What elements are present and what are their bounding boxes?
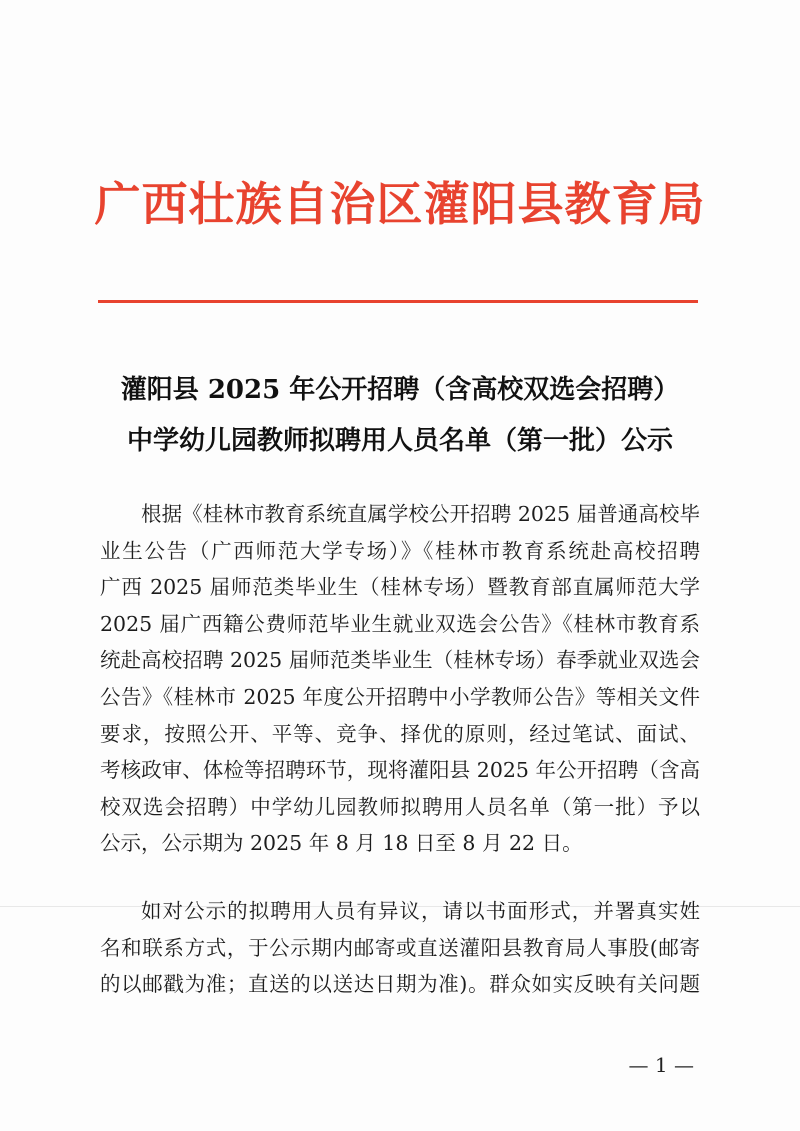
paragraph-line: 业生公告（广西师范大学专场）》《桂林市教育系统赴高校招聘 <box>100 538 700 563</box>
document-title-line-2: 中学幼儿园教师拟聘用人员名单（第一批）公示 <box>126 426 673 456</box>
page-number: — 1 — <box>628 1053 694 1077</box>
paragraph-line: 考核政审、体检等招聘环节，现将灌阳县 2025 年公开招聘（含高 <box>100 758 700 783</box>
header-red-rule <box>98 300 698 303</box>
paragraph-line: 公示，公示期为 2025 年 8 月 18 日至 8 月 22 日。 <box>100 831 583 856</box>
paragraph-line: 名和联系方式，于公示期内邮寄或直送灌阳县教育局人事股(邮寄 <box>100 935 700 960</box>
paragraph-line: 公告》《桂林市 2025 年度公开招聘中小学教师公告》等相关文件 <box>100 684 700 709</box>
paragraph-line: 要求，按照公开、平等、竞争、择优的原则，经过笔试、面试、 <box>100 721 700 746</box>
body-paragraph-2 <box>100 893 700 1003</box>
paragraph-line: 的以邮戳为准；直送的以送达日期为准)。群众如实反映有关问题 <box>100 972 700 997</box>
document-title-line-1: 灌阳县 2025 年公开招聘（含高校双选会招聘） <box>120 375 680 405</box>
paragraph-line: 校双选会招聘）中学幼儿园教师拟聘用人员名单（第一批）予以 <box>100 794 700 819</box>
body-paragraph-1 <box>100 496 700 862</box>
paragraph-line: 根据《桂林市教育系统直属学校公开招聘 2025 届普通高校毕 <box>141 502 700 526</box>
agency-header: 广西壮族自治区灌阳县教育局 <box>94 177 706 231</box>
paragraph-line: 广西 2025 届师范类毕业生（桂林专场）暨教育部直属师范大学 <box>100 575 700 600</box>
paragraph-line: 如对公示的拟聘用人员有异议，请以书面形式，并署真实姓 <box>141 899 700 923</box>
paragraph-line: 统赴高校招聘 2025 届师范类毕业生（桂林专场）春季就业双选会 <box>100 648 700 673</box>
paragraph-line: 2025 届广西籍公费师范毕业生就业双选会公告》《桂林市教育系 <box>100 611 700 636</box>
